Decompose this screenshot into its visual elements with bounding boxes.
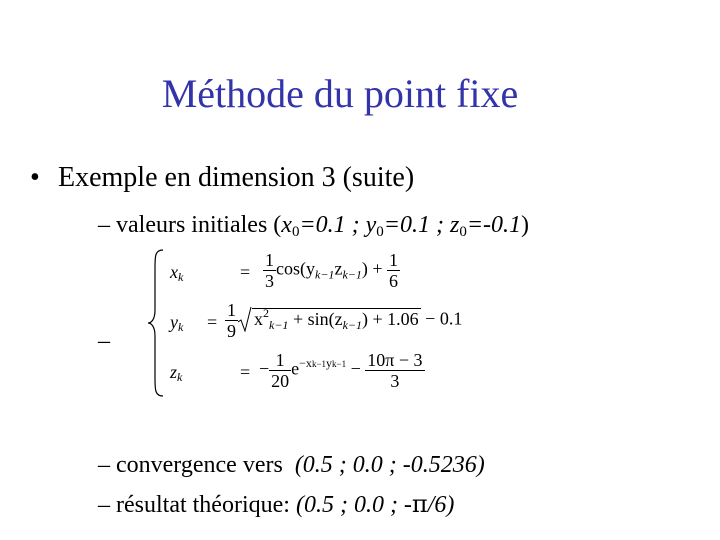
x0-sub: 0 — [291, 224, 300, 240]
frac-1-9: $\frac{1}{9}$ — [227, 300, 236, 341]
z0-value: =-0.1 — [466, 212, 521, 238]
frac-1-3: $\frac{1}{3}$ — [265, 250, 274, 291]
var-x: $x_k$ — [170, 262, 184, 284]
y0-sub: 0 — [376, 224, 384, 240]
var-y: $y_k$ — [170, 312, 184, 334]
eq-sign-1: = — [240, 262, 251, 282]
rhs-row-1: $\frac{1}{3}$ $\cos(y_{k-1}z_{k-1})$ + $\frac{1}{6}$ — [265, 250, 399, 291]
eq-sign-2: = — [207, 312, 218, 332]
initial-values-line — [98, 212, 529, 239]
equation-system — [145, 248, 485, 398]
convergence-line — [98, 452, 485, 479]
theory-line — [98, 490, 454, 519]
theory-pi: π — [411, 490, 428, 518]
frac-1-20: $\frac{1}{20}$ — [271, 350, 290, 391]
sqrt-icon — [238, 306, 252, 332]
eq-sign-3: = — [240, 362, 251, 382]
dash-marker: – — [98, 452, 110, 478]
theory-label: résultat théorique: — [116, 492, 290, 518]
frac-10pi: $\frac{10\pi - 3}{3}$ — [367, 350, 423, 391]
y0-value: =0.1 ; — [383, 212, 450, 238]
dash-marker: – — [98, 492, 110, 518]
initial-label: valeurs initiales ( — [116, 212, 282, 238]
dash-marker: – — [98, 212, 110, 238]
theory-value-open: (0.5 ; 0.0 ; - — [295, 492, 412, 518]
slide-title: Méthode du point fixe — [161, 71, 519, 116]
initial-close: ) — [521, 212, 529, 238]
convergence-value: (0.5 ; 0.0 ; -0.5236) — [294, 452, 485, 478]
rhs-row-2: $\frac{1}{9}$ $x^2_{k-1} + \sin(z_{k-1}) + 1.06 - 0.1$ — [227, 300, 463, 341]
x0-var: x — [281, 212, 292, 238]
convergence-label: convergence vers — [116, 452, 283, 478]
z0-sub: 0 — [459, 224, 467, 240]
bullet-item — [30, 162, 414, 194]
left-brace-icon — [145, 248, 167, 398]
var-z: $z_k$ — [170, 362, 183, 384]
frac-1-6: $\frac{1}{6}$ — [389, 250, 399, 291]
theory-value-close: /6) — [427, 492, 455, 518]
bullet-dot-icon: • — [30, 162, 40, 193]
bullet-text: Exemple en dimension 3 (suite) — [58, 162, 415, 193]
system-dash: – — [98, 328, 110, 354]
z0-var: z — [449, 212, 460, 238]
y0-var: y — [365, 212, 377, 238]
sqrt-expression: $x^2_{k-1} + \sin(z_{k-1}) + 1.06$ — [238, 308, 421, 330]
x0-value: =0.1 ; — [299, 212, 366, 238]
rhs-row-3: − $\frac{1}{20}$ $e^{-xk-1yk-1}$ − $\frac{10\pi - 3}{3}$ — [259, 350, 423, 391]
